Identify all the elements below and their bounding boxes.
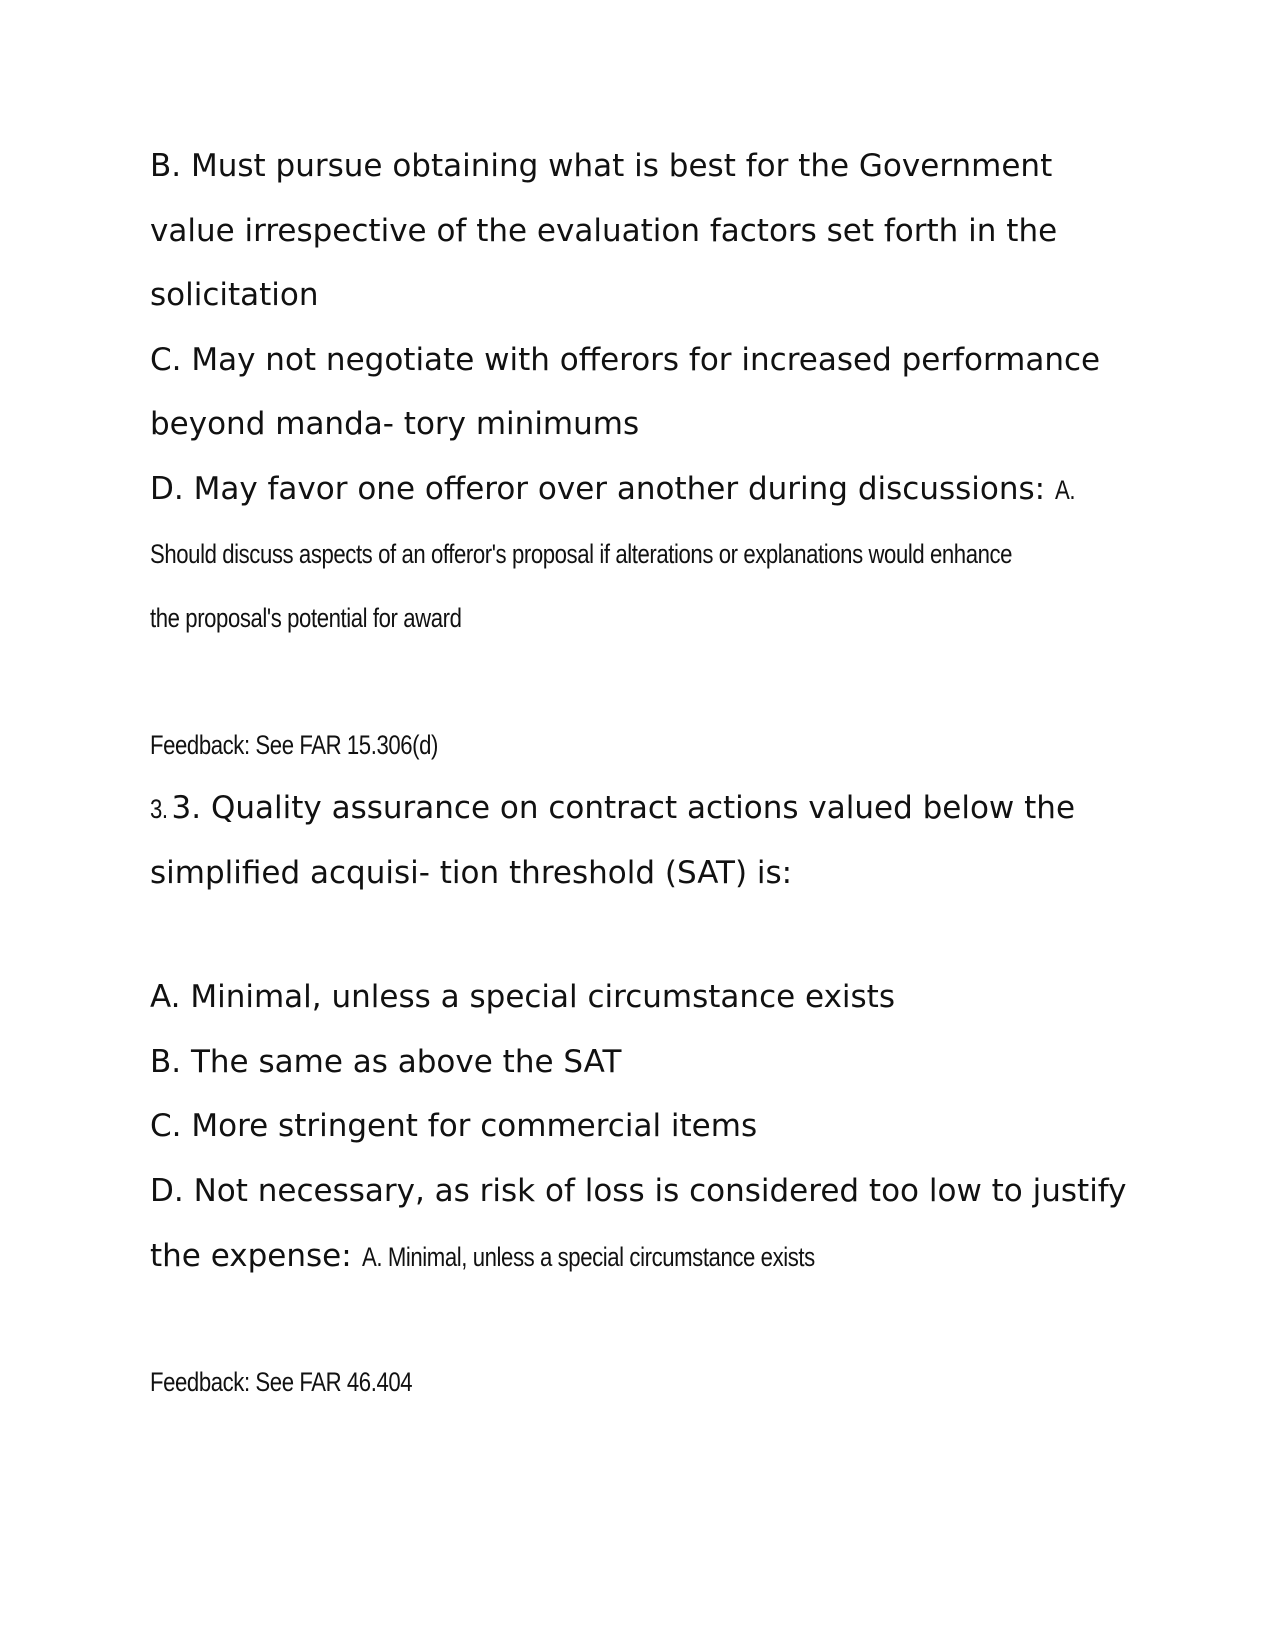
q3-number: 3.	[150, 794, 168, 824]
q2-option-d-text: D. May favor one offeror over another during discussions:	[150, 471, 1046, 507]
q3-option-a: A. Minimal, unless a special circumstance exists	[150, 979, 895, 1015]
q3-option-c: C. More stringent for commercial items	[150, 1108, 758, 1144]
q2-answer-prefix: A.	[1054, 475, 1076, 505]
q3-question-line1	[150, 788, 1075, 829]
q3-question-line2: simplified acquisi- tion threshold (SAT) is:	[150, 855, 793, 891]
q3-option-b: B. The same as above the SAT	[150, 1044, 622, 1080]
q2-answer-line3: the proposal's potential for award	[150, 603, 462, 633]
q2-option-d-line1	[150, 469, 1079, 510]
q2-option-b-line2: value irrespective of the evaluation factors set forth in the	[150, 213, 1058, 249]
q3-option-d-line2	[150, 1236, 914, 1277]
q3-answer: A. Minimal, unless a special circumstance exists	[361, 1242, 815, 1272]
q3-feedback: Feedback: See FAR 46.404	[150, 1367, 413, 1397]
q3-question-text: 3. Quality assurance on contract actions valued below the	[171, 790, 1076, 826]
q3-option-d-line1: D. Not necessary, as risk of loss is considered too low to justify	[150, 1173, 1127, 1209]
q2-option-b-line1: B. Must pursue obtaining what is best for the Government	[150, 148, 1053, 184]
q2-feedback: Feedback: See FAR 15.306(d)	[150, 730, 438, 760]
q2-option-b-line3: solicitation	[150, 277, 319, 313]
q2-option-c-line1: C. May not negotiate with offerors for increased performance	[150, 342, 1101, 378]
q3-option-d-text: the expense:	[150, 1238, 352, 1274]
q2-answer-line2: Should discuss aspects of an offeror's proposal if alterations or explanations would enhance	[150, 539, 1013, 569]
q2-option-c-line2: beyond manda- tory minimums	[150, 406, 640, 442]
